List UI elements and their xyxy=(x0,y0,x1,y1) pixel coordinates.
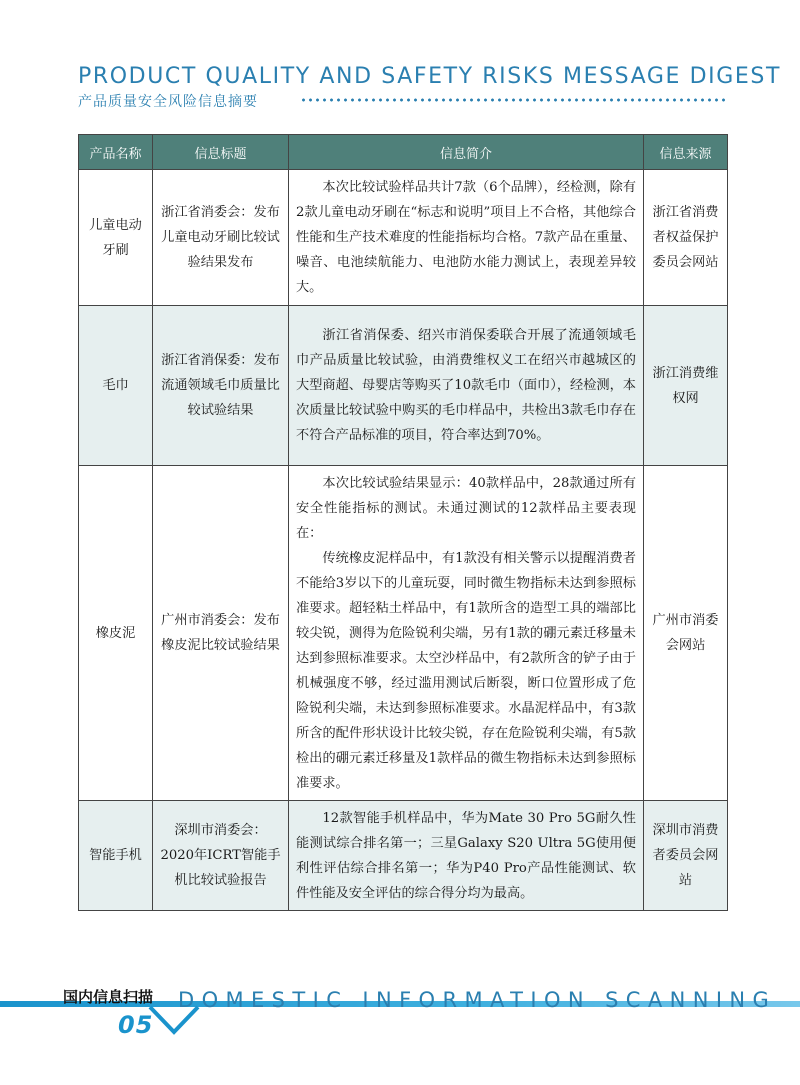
table-row xyxy=(79,466,728,801)
product-name-cell: 毛巾 xyxy=(79,306,153,466)
info-title-cell: 浙江省消委会：发布儿童电动牙刷比较试验结果发布 xyxy=(153,170,289,306)
info-source-cell: 浙江消费维权网 xyxy=(644,306,728,466)
info-summary-cell xyxy=(289,306,644,466)
info-title-cell: 浙江省消保委：发布流通领域毛巾质量比较试验结果 xyxy=(153,306,289,466)
table-row xyxy=(79,801,728,911)
table-row xyxy=(79,306,728,466)
digest-title-en: PRODUCT QUALITY AND SAFETY RISKS MESSAGE DIGEST xyxy=(78,64,782,89)
summary-paragraph: 传统橡皮泥样品中，有1款没有相关警示以提醒消费者不能给3岁以下的儿童玩耍，同时微生物指标未达到参照标准要求。超轻粘土样品中，有1款所含的造型工具的端部比较尖锐，测得为危险锐利尖端，另有1款的硼元素迁移量未达到参照标准要求。太空沙样品中，有2款所含的铲子由于机械强度不够，经过滥用测试后断裂，断口位置形成了危险锐利尖端，未达到参照标准要求。水晶泥样品中，有3款所含的配件形状设计比较尖锐，存在危险锐利尖端，有5款检出的硼元素迁移量及1款样品的微生物指标未达到参照标准要求。 xyxy=(296,550,636,791)
info-source-cell: 广州市消委会网站 xyxy=(644,466,728,801)
column-header-product: 产品名称 xyxy=(79,135,153,170)
summary-paragraph: 12款智能手机样品中，华为Mate 30 Pro 5G耐久性能测试综合排名第一；三星Galaxy S20 Ultra 5G使用便利性评估综合排名第一；华为P40 Pro产品性能测试、软件性能及安全评估的综合得分均为最高。 xyxy=(296,810,636,901)
summary-paragraph: 本次比较试验样品共计7款（6个品牌），经检测，除有2款儿童电动牙刷在“标志和说明”项目上不合格，其他综合性能和生产技术难度的性能指标均合格。7款产品在重量、噪音、电池续航能力、电池防水能力测试上，表现差异较大。 xyxy=(296,180,636,295)
page-number: 05 xyxy=(118,1011,154,1039)
column-header-source: 信息来源 xyxy=(644,135,728,170)
column-header-summary: 信息简介 xyxy=(289,135,644,170)
table-row xyxy=(79,170,728,306)
info-summary-cell xyxy=(289,801,644,911)
product-name-cell: 橡皮泥 xyxy=(79,466,153,801)
info-summary-cell xyxy=(289,170,644,306)
header-dotted-rule xyxy=(300,98,726,102)
info-source-cell: 深圳市消费者委员会网站 xyxy=(644,801,728,911)
summary-paragraph: 浙江省消保委、绍兴市消保委联合开展了流通领域毛巾产品质量比较试验，由消费维权义工在绍兴市越城区的大型商超、母婴店等购买了10款毛巾（面巾），经检测，本次质量比较试验中购买的毛巾样品中，共检出3款毛巾存在不符合产品标准的项目，符合率达到70%。 xyxy=(296,328,636,443)
section-label-en: DOMESTIC INFORMATION SCANNING xyxy=(178,988,777,1012)
digest-title-cn: 产品质量安全风险信息摘要 xyxy=(78,94,258,110)
summary-paragraph: 本次比较试验结果显示：40款样品中，28款通过所有安全性能指标的测试。未通过测试的12款样品主要表现在： xyxy=(296,475,636,541)
product-name-cell: 智能手机 xyxy=(79,801,153,911)
info-table xyxy=(78,134,728,911)
info-summary-cell xyxy=(289,466,644,801)
product-name-cell: 儿童电动牙刷 xyxy=(79,170,153,306)
table-header-row xyxy=(79,135,728,170)
section-label-cn: 国内信息扫描 xyxy=(63,988,154,1006)
info-title-cell: 深圳市消委会：2020年ICRT智能手机比较试验报告 xyxy=(153,801,289,911)
info-title-cell: 广州市消委会：发布橡皮泥比较试验结果 xyxy=(153,466,289,801)
column-header-title: 信息标题 xyxy=(153,135,289,170)
info-source-cell: 浙江省消费者权益保护委员会网站 xyxy=(644,170,728,306)
